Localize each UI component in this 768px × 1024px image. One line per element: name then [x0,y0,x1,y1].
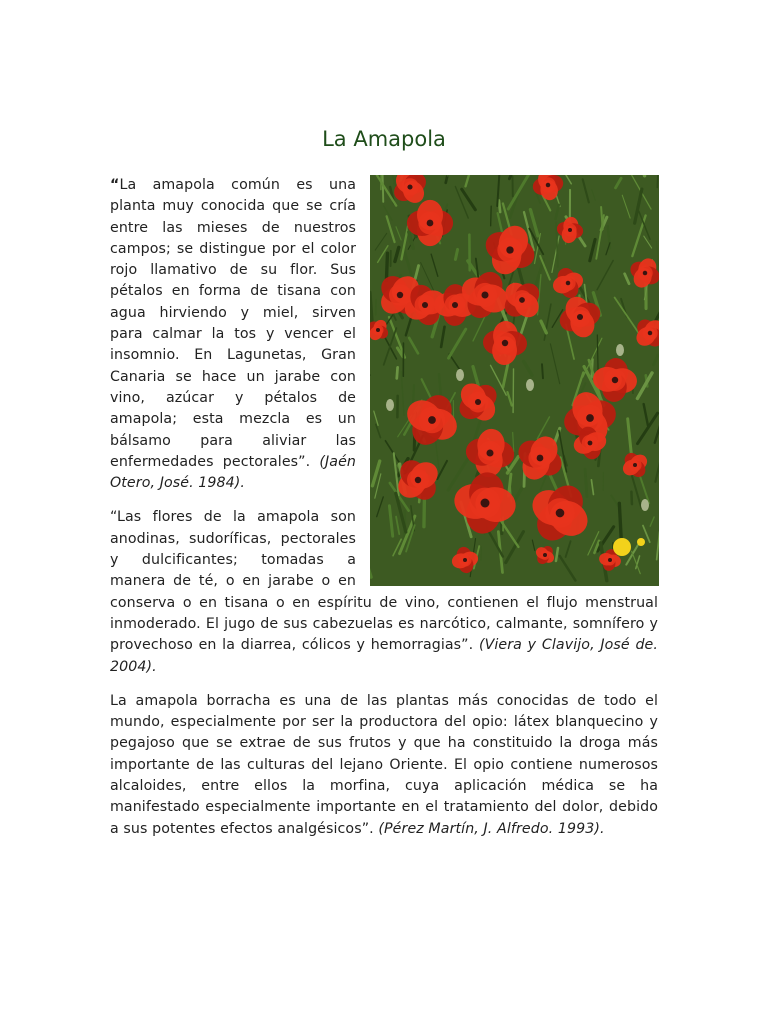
paragraph-3-text: La amapola borracha es una de las plantas más conocidas de todo el mundo, especialmente por ser la productora del opio: látex blanquecino y pegajoso que se extrae de sus frutos y que ha constituido la droga más importante de las culturas del lejano Oriente. El opio contiene numerosos alcaloides, entre ellos la morfina, cuya aplicación médica se ha manifestado especialmente importante en el tratamiento del dolor, debido a sus potentes efectos analgésicos”. [110,692,658,837]
paragraph-1-open-quote: “ [110,177,120,193]
poppy-center [543,553,547,557]
foliage-stem [455,249,457,259]
poppy-center [612,377,618,383]
foliage-stem [386,253,387,280]
poppy-center [481,499,490,508]
poppy-center [407,184,412,189]
poppy-center [452,302,458,308]
poppy-center [568,228,572,232]
poppy-center [546,183,550,187]
poppy-center [643,271,647,275]
poppy-center [608,558,612,562]
paragraph-2-text: “Las flores de la amapola son anodinas, sudoríficas, pectorales y dulcificantes; tomadas a manera de té, o en jarabe o en conserva o en tisana o en espíritu de vino, contienen el flujo menstrual inmoderado. El jugo de sus cabezuelas es narcótico, calmante, somnífero y provechoso en la diarrea, cólicos y hemorragias”. [110,509,658,654]
poppy-center [502,340,508,346]
poppy-field-photo [370,175,659,586]
foliage-stem [491,206,492,226]
poppy-center [475,399,481,405]
paragraph-2-citation: (Viera y Clavijo, José de. 2004). [110,637,658,675]
poppy-center [428,416,436,424]
poppy-center [556,509,565,518]
dandelion-flower [637,538,645,546]
foliage-stem [631,492,632,504]
poppy-center [506,246,513,253]
foliage-stem [619,503,621,538]
poppy-bud [526,379,534,391]
poppy-center [577,314,583,320]
poppy-bud [386,399,394,411]
foliage-stem [542,364,543,378]
dandelion-flower [613,538,631,556]
foliage-stem [481,547,482,561]
poppy-center [422,302,428,308]
poppy-center [427,220,434,227]
document-body [110,175,658,853]
poppy-center [586,414,594,422]
poppy-center [537,455,544,462]
poppy-center [588,441,593,446]
poppy-center [486,449,493,456]
foliage-stem [597,335,598,376]
poppy-center [415,477,421,483]
poppy-bud [616,344,624,356]
foliage-stem [499,200,500,212]
poppy-center [648,331,652,335]
poppy-field-image [370,175,659,586]
paragraph-1-text: La amapola común es una planta muy conocida que se cría entre las mieses de nuestros campos; se distingue por el color rojo llamativo de su flor. Sus pétalos en forma de tisana con agua hirviendo y miel, sirven para calmar la tos y vencer el insomnio. En Lagunetas, Gran Canaria se hace un jarabe con vino, azúcar y pétalos de amapola; esta mezcla es un bálsamo para aliviar las enfermedades pectorales”. [110,177,356,470]
poppy-center [397,292,403,298]
poppy-center [463,558,467,562]
foliage-stem [370,292,372,322]
paragraph-3 [110,691,658,840]
poppy-bud [456,369,464,381]
foliage-stem [585,469,587,497]
paragraph-1 [110,175,658,494]
poppy-center [481,291,488,298]
poppy-center [566,281,570,285]
page-title: La Amapola [322,127,446,151]
paragraph-1-citation: (Jaén Otero, José. 1984). [110,453,356,492]
poppy-center [633,463,637,467]
poppy-center [519,297,525,303]
foliage-stem [382,175,383,202]
foliage-stem [397,367,398,378]
poppy-bud [641,499,649,511]
poppy-center [376,328,380,332]
paragraph-3-citation: (Pérez Martín, J. Alfredo. 1993). [378,820,605,837]
